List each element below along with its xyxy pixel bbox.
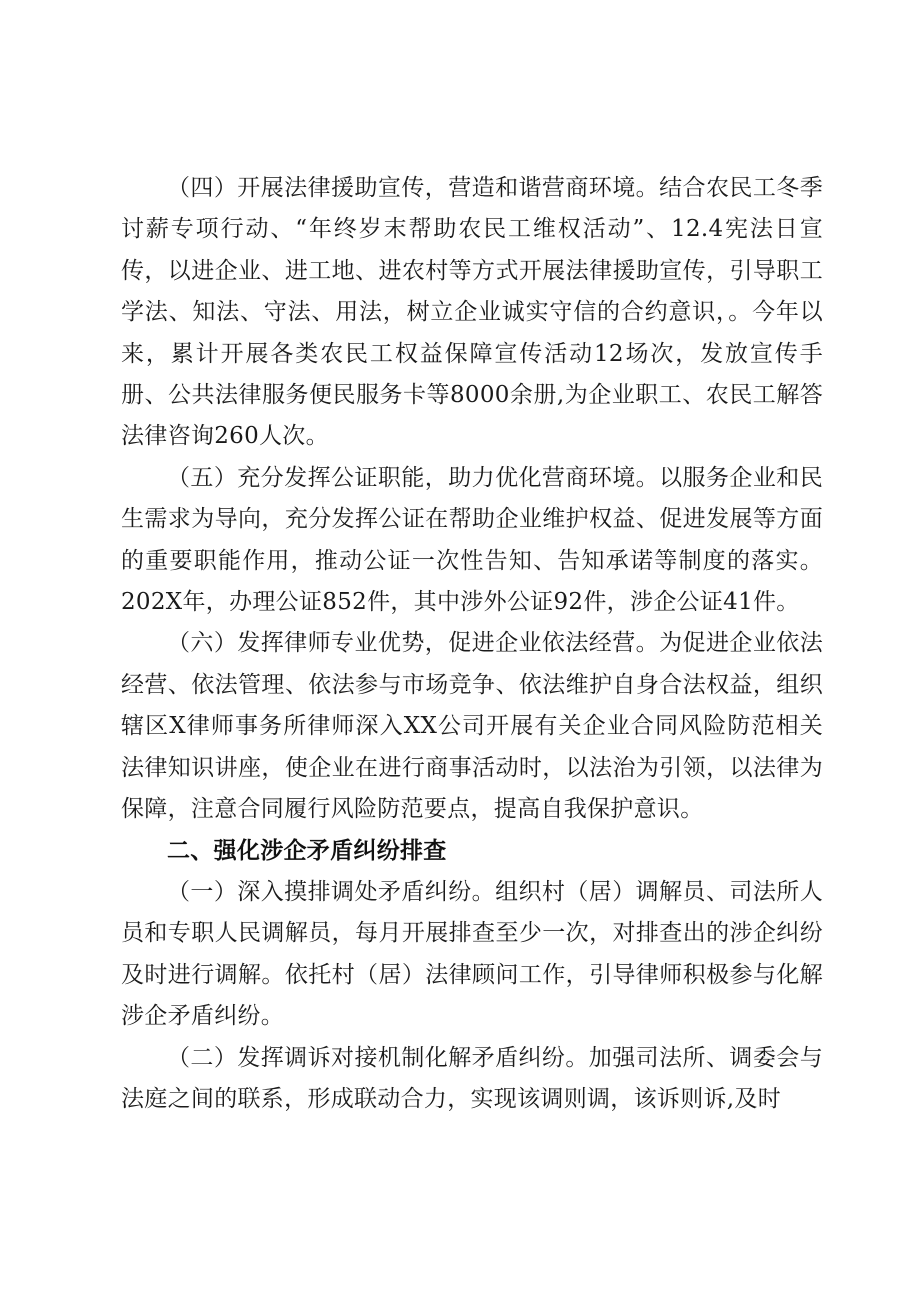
paragraph-lawyer-advantage: （六）发挥律师专业优势，促进企业依法经营。为促进企业依法经营、依法管理、依法参与市场竞争、依法维护自身合法权益，组织辖区X律师事务所律师深入XX公司开展有关企业合同风险防范相关法律知识讲座，使企业在进行商事活动时，以法治为引领，以法律为保障，注意合同履行风险防范要点，提高自我保护意识。: [121, 630, 823, 823]
section-heading: 二、强化涉企矛盾纠纷排查: [167, 837, 447, 864]
paragraph-mediation-litigation: （二）发挥调诉对接机制化解矛盾纠纷。加强司法所、调委会与法庭之间的联系，形成联动合力，实现该调则调，该诉则诉,及时: [121, 1044, 823, 1112]
paragraph-notary-function: （五）充分发挥公证职能，助力优化营商环境。以服务企业和民生需求为导向，充分发挥公证在帮助企业维护权益、促进发展等方面的重要职能作用，推动公证一次性告知、告知承诺等制度的落实。202X年，办理公证852件，其中涉外公证92件，涉企公证41件。: [121, 464, 823, 616]
paragraph-legal-aid-publicity: （四）开展法律援助宣传，营造和谐营商环境。结合农民工冬季讨薪专项行动、“年终岁末帮助农民工维权活动”、12.4宪法日宣传，以进企业、进工地、进农村等方式开展法律援助宣传，引导职工学法、知法、守法、用法，树立企业诚实守信的合约意识，。今年以来，累计开展各类农民工权益保障宣传活动12场次，发放宣传手册、公共法律服务便民服务卡等8000余册,为企业职工、农民工解答法律咨询260人次。: [121, 175, 823, 450]
document-body: [121, 168, 823, 1120]
paragraph-dispute-investigation: （一）深入摸排调处矛盾纠纷。组织村（居）调解员、司法所人员和专职人民调解员，每月开展排查至少一次，对排查出的涉企纠纷及时进行调解。依托村（居）法律顾问工作，引导律师积极参与化解涉企矛盾纠纷。: [121, 878, 823, 1030]
